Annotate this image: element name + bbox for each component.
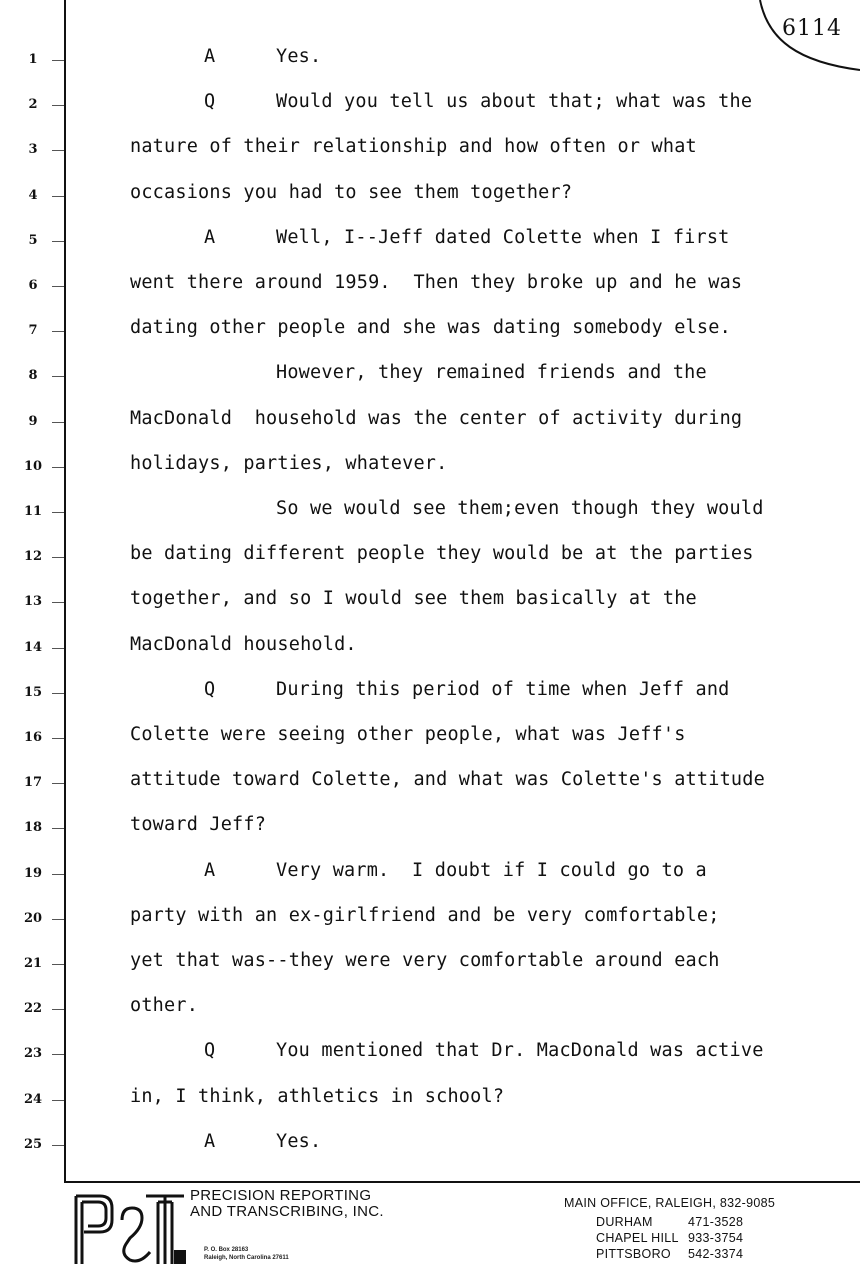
line-tick: [52, 557, 64, 558]
transcript-line: [0, 362, 860, 392]
speaker-label: A: [204, 1130, 216, 1152]
line-text: MacDonald household.: [130, 633, 357, 655]
line-number: 1: [28, 52, 38, 67]
transcript-line: [0, 860, 860, 890]
line-text: However, they remained friends and the: [276, 362, 707, 384]
page-number: 6114: [782, 16, 842, 41]
transcript-line: [0, 227, 860, 257]
transcript-line: [0, 634, 860, 664]
line-number: 23: [23, 1046, 43, 1062]
line-tick: [52, 919, 64, 920]
line-tick: [52, 1100, 64, 1101]
line-text: yet that was--they were very comfortable around each: [130, 950, 720, 971]
line-number: 19: [23, 865, 43, 881]
line-number: 6: [28, 278, 38, 293]
office-phone: 933-3754: [688, 1231, 744, 1245]
line-tick: [52, 467, 64, 468]
transcript-line: [0, 543, 860, 573]
company-logo: [70, 1190, 190, 1270]
transcript-line: [0, 1086, 860, 1116]
line-tick: [52, 1054, 64, 1055]
line-text: MacDonald household was the center of activity during: [130, 407, 743, 429]
transcript-line: [0, 905, 860, 935]
transcript-line: [0, 182, 860, 212]
line-text: holidays, parties, whatever.: [130, 452, 448, 474]
line-tick: [52, 964, 64, 965]
company-name: [190, 1188, 384, 1220]
office-phone: 471-3528: [688, 1215, 744, 1229]
office-row: [596, 1246, 786, 1262]
main-office: MAIN OFFICE, RALEIGH, 832-9085: [564, 1196, 776, 1210]
line-tick: [52, 1009, 64, 1010]
line-tick: [52, 60, 64, 61]
line-number: 16: [23, 730, 43, 745]
line-number: 12: [23, 549, 43, 565]
line-text: went there around 1959. Then they broke up and he was: [130, 272, 743, 293]
line-number: 3: [28, 142, 38, 158]
transcript-line: [0, 91, 860, 121]
line-text: Colette were seeing other people, what was Jeff's: [130, 724, 686, 745]
line-tick: [52, 512, 64, 513]
speaker-label: Q: [204, 678, 216, 700]
line-tick: [52, 105, 64, 106]
line-tick: [52, 648, 64, 649]
line-number: 15: [23, 684, 43, 700]
line-text: party with an ex-girlfriend and be very comfortable;: [130, 904, 720, 926]
line-number: 22: [23, 1001, 43, 1017]
line-tick: [52, 874, 64, 875]
speaker-label: Q: [204, 1040, 216, 1062]
transcript-line: [0, 46, 860, 76]
line-text: attitude toward Colette, and what was Colette's attitude: [130, 769, 765, 791]
line-tick: [52, 422, 64, 423]
transcript-line: [0, 950, 860, 980]
transcript-line: [0, 317, 860, 347]
line-number: 21: [23, 956, 43, 971]
line-tick: [52, 331, 64, 332]
office-row: [596, 1214, 786, 1230]
line-number: 25: [23, 1136, 43, 1152]
transcript-line: [0, 408, 860, 438]
office-phone: 542-3374: [688, 1247, 744, 1261]
line-tick: [52, 150, 64, 151]
company-line-1: PRECISION REPORTING: [190, 1187, 372, 1204]
line-number: 7: [28, 323, 38, 339]
line-text: occasions you had to see them together?: [130, 181, 573, 203]
line-text: Would you tell us about that; what was the: [276, 91, 753, 113]
line-tick: [52, 693, 64, 694]
line-number: 14: [23, 639, 43, 655]
line-text: toward Jeff?: [130, 814, 267, 836]
company-line-2: AND TRANSCRIBING, INC.: [190, 1203, 384, 1220]
line-text: Yes.: [276, 46, 322, 67]
transcript-line: [0, 588, 860, 618]
line-number: 13: [23, 594, 43, 610]
transcript-line: [0, 1131, 860, 1161]
speaker-label: A: [204, 226, 216, 248]
office-row: [596, 1230, 786, 1246]
address-line-1: P. O. Box 28163: [204, 1247, 249, 1253]
line-number: 11: [23, 504, 43, 519]
office-directory: [564, 1196, 786, 1262]
line-text: So we would see them;even though they would: [276, 498, 764, 519]
line-tick: [52, 286, 64, 287]
line-text: During this period of time when Jeff and: [276, 678, 730, 700]
line-number: 17: [23, 775, 43, 791]
line-tick: [52, 738, 64, 739]
line-tick: [52, 196, 64, 197]
transcript-line: [0, 814, 860, 844]
transcript-line: [0, 679, 860, 709]
line-text: dating other people and she was dating somebody else.: [130, 317, 731, 339]
transcript-line: [0, 1040, 860, 1070]
line-number: 4: [28, 187, 38, 203]
line-tick: [52, 241, 64, 242]
office-city: CHAPEL HILL: [596, 1231, 679, 1245]
transcript-line: [0, 453, 860, 483]
transcript-line: [0, 498, 860, 528]
line-tick: [52, 376, 64, 377]
line-tick: [52, 602, 64, 603]
line-text: You mentioned that Dr. MacDonald was active: [276, 1040, 764, 1062]
speaker-label: A: [204, 859, 216, 881]
address-line-2: Raleigh, North Carolina 27611: [204, 1255, 289, 1261]
line-text: together, and so I would see them basically at the: [130, 588, 697, 610]
transcript-line: [0, 272, 860, 302]
office-city: PITTSBORO: [596, 1247, 671, 1261]
line-number: 24: [23, 1091, 43, 1107]
transcript-line: [0, 136, 860, 166]
line-text: other.: [130, 995, 199, 1017]
line-tick: [52, 1145, 64, 1146]
bottom-margin-rule: [64, 1181, 860, 1183]
speaker-label: Q: [204, 91, 216, 113]
transcript-line: [0, 769, 860, 799]
line-tick: [52, 783, 64, 784]
line-text: in, I think, athletics in school?: [130, 1085, 505, 1107]
office-city: DURHAM: [596, 1215, 653, 1229]
company-address: [204, 1246, 289, 1262]
speaker-label: A: [204, 46, 216, 67]
line-number: 9: [28, 413, 38, 429]
line-text: Well, I--Jeff dated Colette when I first: [276, 226, 730, 248]
line-text: nature of their relationship and how often or what: [130, 136, 697, 158]
line-number: 5: [28, 232, 38, 248]
line-text: Very warm. I doubt if I could go to a: [276, 859, 707, 881]
line-number: 2: [28, 97, 38, 113]
line-tick: [52, 828, 64, 829]
line-text: Yes.: [276, 1130, 322, 1152]
line-number: 18: [23, 820, 43, 836]
line-number: 10: [23, 458, 43, 474]
transcript-line: [0, 724, 860, 754]
line-number: 8: [28, 368, 38, 384]
line-text: be dating different people they would be at the parties: [130, 543, 754, 565]
line-number: 20: [23, 910, 43, 926]
transcript-line: [0, 995, 860, 1025]
